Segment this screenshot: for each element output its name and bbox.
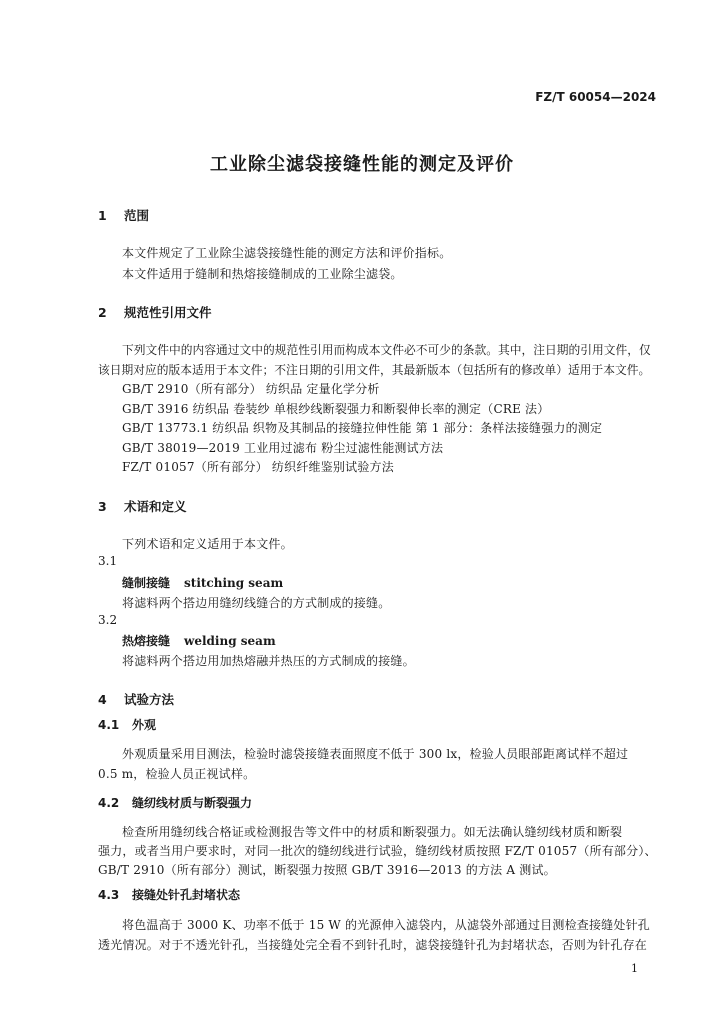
subsection-number: 4.1 xyxy=(98,718,120,732)
subsection-title: 缝纫线材质与断裂强力 xyxy=(132,796,253,810)
section-number: 2 xyxy=(98,305,107,320)
section-title: 范围 xyxy=(124,208,150,223)
reference-item: FZ/T 01057（所有部分） 纺织纤维鉴别试验方法 xyxy=(122,460,394,474)
subsection-4-3-heading xyxy=(98,886,240,903)
term-definition: 将滤料两个搭边用加热熔融并热压的方式制成的接缝。 xyxy=(122,654,415,668)
paragraph-line: GB/T 2910（所有部分）测试，断裂强力按照 GB/T 3916—2013 的方法 A 测试。 xyxy=(98,863,556,877)
paragraph-line: 外观质量采用目测法，检验时滤袋接缝表面照度不低于 300 lx，检验人员眼部距离试样不超过 xyxy=(122,747,629,761)
section-4-heading xyxy=(98,690,174,708)
reference-item: GB/T 2910（所有部分） 纺织品 定量化学分析 xyxy=(122,382,380,396)
term-heading xyxy=(122,632,276,649)
section-number: 4 xyxy=(98,692,107,707)
term-number: 3.2 xyxy=(98,613,118,627)
subsection-number: 4.3 xyxy=(98,888,120,902)
reference-item: GB/T 38019—2019 工业用过滤布 粉尘过滤性能测试方法 xyxy=(122,441,444,455)
term-heading xyxy=(122,574,283,591)
paragraph-line: 0.5 m，检验人员正视试样。 xyxy=(98,767,256,781)
term-english: stitching seam xyxy=(184,576,284,590)
document-title: 工业除尘滤袋接缝性能的测定及评价 xyxy=(210,154,514,175)
paragraph-line: 该日期对应的版本适用于本文件；不注日期的引用文件，其最新版本（包括所有的修改单）适用于本文件。 xyxy=(98,363,651,377)
paragraph: 下列术语和定义适用于本文件。 xyxy=(122,537,293,551)
section-2-heading xyxy=(98,303,212,321)
paragraph-line: 将色温高于 3000 K、功率不低于 15 W 的光源伸入滤袋内，从滤袋外部通过目测检查接缝处针孔 xyxy=(122,918,650,932)
paragraph-line: 透光情况。对于不透光针孔，当接缝处完全看不到针孔时，滤袋接缝针孔为封堵状态，否则为针孔存在 xyxy=(98,938,648,952)
subsection-4-2-heading xyxy=(98,794,252,811)
term-english: welding seam xyxy=(184,634,276,648)
subsection-number: 4.2 xyxy=(98,796,120,810)
paragraph-line: 检查所用缝纫线合格证或检测报告等文件中的材质和断裂强力。如无法确认缝纫线材质和断裂 xyxy=(122,825,623,839)
section-3-heading xyxy=(98,497,187,515)
term-chinese: 缝制接缝 xyxy=(122,576,171,590)
subsection-4-1-heading xyxy=(98,716,156,733)
term-definition: 将滤料两个搭边用缝纫线缝合的方式制成的接缝。 xyxy=(122,596,391,610)
section-number: 3 xyxy=(98,499,107,514)
paragraph-line: 下列文件中的内容通过文中的规范性引用而构成本文件必不可少的条款。其中，注日期的引用文件，仅 xyxy=(122,343,651,357)
paragraph: 本文件适用于缝制和热熔接缝制成的工业除尘滤袋。 xyxy=(122,267,403,281)
subsection-title: 接缝处针孔封堵状态 xyxy=(132,888,241,902)
section-title: 试验方法 xyxy=(124,692,175,707)
term-chinese: 热熔接缝 xyxy=(122,634,171,648)
standard-code: FZ/T 60054—2024 xyxy=(535,90,656,104)
page-number: 1 xyxy=(631,962,638,975)
reference-item: GB/T 13773.1 纺织品 织物及其制品的接缝拉伸性能 第 1 部分：条样法接缝强力的测定 xyxy=(122,421,603,435)
section-title: 术语和定义 xyxy=(124,499,187,514)
section-1-heading xyxy=(98,206,149,224)
section-title: 规范性引用文件 xyxy=(124,305,212,320)
paragraph-line: 强力，或者当用户要求时，对同一批次的缝纫线进行试验，缝纫线材质按照 FZ/T 01057（所有部分）、 xyxy=(98,844,657,858)
reference-item: GB/T 3916 纺织品 卷装纱 单根纱线断裂强力和断裂伸长率的测定（CRE 法） xyxy=(122,402,550,416)
subsection-title: 外观 xyxy=(132,718,157,732)
paragraph: 本文件规定了工业除尘滤袋接缝性能的测定方法和评价指标。 xyxy=(122,246,452,260)
term-number: 3.1 xyxy=(98,554,118,568)
section-number: 1 xyxy=(98,208,107,223)
